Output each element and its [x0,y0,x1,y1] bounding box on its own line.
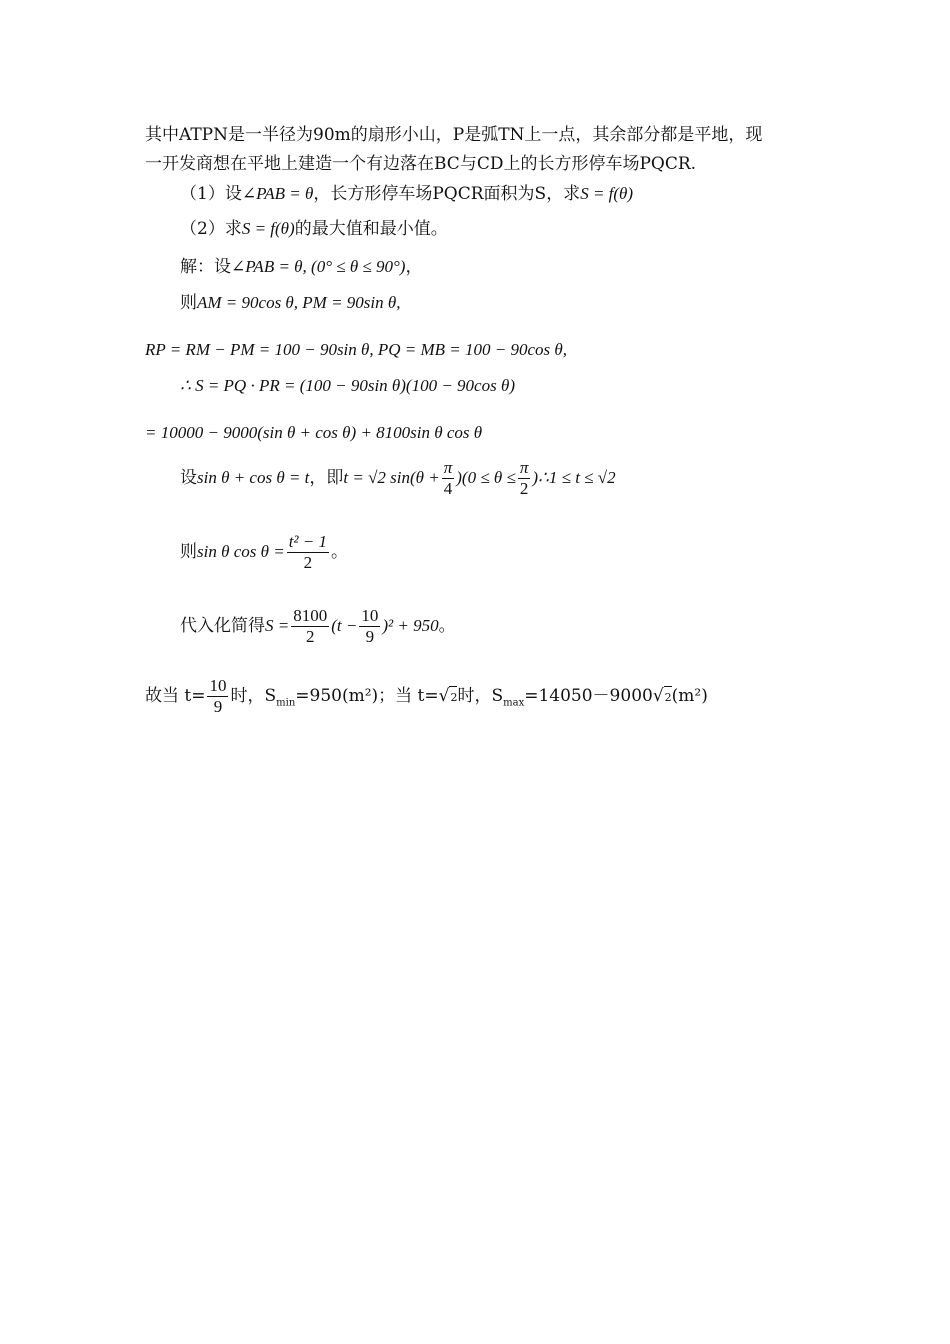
concl-sub-min: min [276,697,296,709]
question-2 [180,218,448,240]
sol-line1-suffix: ， [405,257,423,277]
sol-line6-b: ，即 [309,468,344,488]
solution-line-7 [180,532,348,573]
sol-line6-prefix: 设 [180,468,197,488]
solution-line-6 [180,458,616,499]
sol-line8-a: S = [265,616,290,635]
pi-over-2-fraction [518,458,531,499]
8100-over-2-fraction [291,606,329,647]
concl-d: 时，S [457,686,504,706]
t-squared-fraction [287,532,329,573]
frac2-numerator: π [519,458,529,477]
frac5-numerator: 10 [361,606,379,625]
frac6-denominator: 9 [213,697,223,716]
question-1 [180,183,633,205]
solution-line-8 [180,606,456,647]
q1-prefix: （1）设 [180,184,242,204]
solution-line-4: ∴ S = PQ · PR = (100 − 90sin θ)(100 − 90cos θ) [180,376,515,395]
10-over-9-fraction [359,606,380,647]
sol-line7-prefix: 则 [180,542,197,562]
concl-c: =950(m²)；当 t= [295,686,439,706]
sol-line1-prefix: 解：设 [180,257,231,277]
sol-line7-suffix: 。 [330,542,348,562]
concl-10-over-9-fraction [207,676,228,717]
concl-f: (m²) [671,686,708,706]
concl-sub-max: max [503,697,525,709]
sol-line2-math: AM = 90cos θ, PM = 90sin θ, [197,293,401,312]
q1-angle: ∠PAB = θ [241,184,314,203]
sol-line1-math: ∠PAB = θ, (0° ≤ θ ≤ 90°) [231,257,406,276]
frac1-denominator: 4 [443,479,453,498]
q2-suffix: 的最大值和最小值。 [294,219,448,239]
sqrt-icon: √ [438,686,450,706]
frac3-denominator: 2 [303,553,313,572]
intro-line-1: 其中ATPN是一半径为90m的扇形小山，P是弧TN上一点，其余部分都是平地，现 [145,125,763,145]
sol-line6-e: )∴1 ≤ t ≤ √2 [532,468,616,487]
sol-line6-c: t = √2 sin(θ + [343,468,440,487]
sol-line8-suffix: 。 [438,616,456,636]
sol-line8-b: (t − [331,616,358,635]
frac2-denominator: 2 [519,479,529,498]
sol-line8-prefix: 代入化简得 [180,616,265,636]
concl-radicand-2: 2 [664,686,672,709]
frac6-numerator: 10 [209,676,227,695]
sol-line6-a: sin θ + cos θ = t [197,468,310,487]
concl-a: 故当 t= [145,686,206,706]
sol-line2-prefix: 则 [180,293,197,313]
solution-line-3: RP = RM − PM = 100 − 90sin θ, PQ = MB = 100 − 90cos θ, [145,340,568,359]
concl-b: 时，S [230,686,277,706]
frac4-denominator: 2 [305,627,315,646]
frac3-numerator: t² − 1 [288,532,327,551]
solution-line-1 [180,256,422,278]
q1-func: S = f(θ) [580,184,634,203]
sol-line7-math: sin θ cos θ = [197,542,285,561]
frac1-numerator: π [443,458,453,477]
sol-line6-d: )(0 ≤ θ ≤ [456,468,516,487]
frac5-denominator: 9 [365,627,375,646]
solution-line-5: = 10000 − 9000(sin θ + cos θ) + 8100sin θ cos θ [145,423,483,442]
pi-over-4-fraction [442,458,455,499]
intro-line-2: 一开发商想在平地上建造一个有边落在BC与CD上的长方形停车场PQCR. [145,154,697,174]
concl-radicand-1: 2 [449,686,457,709]
solution-line-2 [180,292,401,314]
conclusion-line [145,676,708,717]
sqrt-icon-2: √ [652,686,664,706]
sol-line8-c: )² + 950 [382,616,439,635]
q2-prefix: （2）求 [180,219,242,239]
frac4-numerator: 8100 [293,606,328,625]
q2-func: S = f(θ) [241,219,295,238]
concl-e: =14050－9000 [524,686,653,706]
q1-mid: ，长方形停车场PQCR面积为S，求 [313,184,581,204]
